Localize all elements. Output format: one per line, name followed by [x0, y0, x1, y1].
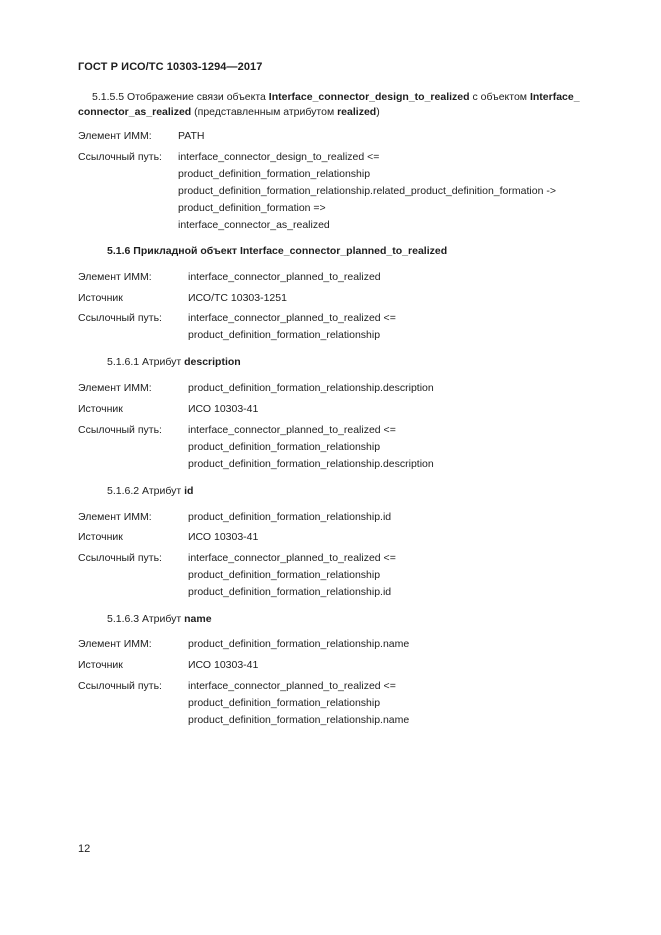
ref-label: Ссылочный путь:	[78, 151, 162, 163]
ref-line: interface_connector_design_to_realized <=	[178, 151, 380, 163]
ref-line: product_definition_formation_relationship	[188, 697, 381, 709]
attribute-heading	[107, 356, 241, 368]
element-value: product_definition_formation_relationship.description	[188, 382, 434, 394]
element-label: Элемент ИММ:	[78, 382, 152, 394]
intro-object-2: Interface_ connector_as_realized	[78, 91, 580, 118]
attribute-prefix: Атрибут	[142, 485, 182, 497]
element-label: Элемент ИММ:	[78, 130, 152, 142]
ref-line: product_definition_formation_relationship	[188, 569, 381, 581]
attribute-heading	[107, 613, 212, 625]
attribute-heading	[107, 485, 193, 497]
ref-line: product_definition_formation_relationship.id	[188, 586, 392, 598]
ref-label: Ссылочный путь:	[78, 680, 162, 692]
intro-text-3: (представленным атрибутом	[194, 106, 335, 118]
ref-line: product_definition_formation_relationship	[188, 441, 381, 453]
ref-line: interface_connector_planned_to_realized <=	[188, 424, 396, 436]
ref-line: interface_connector_as_realized	[178, 219, 330, 231]
attribute-number: 5.1.6.1	[107, 356, 140, 368]
attribute-prefix: Атрибут	[142, 356, 182, 368]
element-value: PATH	[178, 130, 205, 142]
ref-label: Ссылочный путь:	[78, 552, 162, 564]
ref-line: product_definition_formation_relationship	[188, 329, 381, 341]
ref-line: product_definition_formation_relationship.related_product_definition_formation ->	[178, 185, 556, 197]
ref-line: interface_connector_planned_to_realized <=	[188, 312, 396, 324]
ref-line: product_definition_formation_relationship	[178, 168, 371, 180]
intro-attribute: realized	[337, 106, 377, 118]
intro-text-4: )	[376, 106, 380, 118]
ref-label: Ссылочный путь:	[78, 424, 162, 436]
section-title-prefix: Прикладной объект	[133, 245, 238, 257]
ref-line: interface_connector_planned_to_realized <=	[188, 680, 396, 692]
attribute-name: id	[184, 485, 194, 497]
section-title-object: Interface_connector_planned_to_realized	[239, 245, 448, 257]
section-heading	[107, 245, 447, 257]
attribute-name: description	[184, 356, 241, 368]
intro-number: 5.1.5.5	[92, 91, 125, 103]
element-value: interface_connector_planned_to_realized	[188, 271, 381, 283]
source-value: ИСО 10303-41	[188, 531, 259, 543]
attribute-prefix: Атрибут	[142, 613, 182, 625]
intro-text-1: Отображение связи объекта	[127, 91, 266, 103]
ref-line: product_definition_formation =>	[178, 202, 326, 214]
source-value: ИСО/ТС 10303-1251	[188, 292, 287, 304]
document-header: ГОСТ Р ИСО/ТС 10303-1294—2017	[78, 61, 263, 73]
attribute-name: name	[184, 613, 212, 625]
element-value: product_definition_formation_relationship.name	[188, 638, 410, 650]
attribute-number: 5.1.6.3	[107, 613, 140, 625]
source-value: ИСО 10303-41	[188, 659, 259, 671]
ref-line: interface_connector_planned_to_realized <=	[188, 552, 396, 564]
source-label: Источник	[78, 531, 123, 543]
ref-line: product_definition_formation_relationship.name	[188, 714, 410, 726]
source-label: Источник	[78, 659, 123, 671]
element-label: Элемент ИММ:	[78, 271, 152, 283]
element-label: Элемент ИММ:	[78, 638, 152, 650]
intro-text-2: с объектом	[472, 91, 528, 103]
element-label: Элемент ИММ:	[78, 511, 152, 523]
intro-paragraph	[78, 90, 618, 120]
ref-line: product_definition_formation_relationship.description	[188, 458, 434, 470]
source-value: ИСО 10303-41	[188, 403, 259, 415]
ref-label: Ссылочный путь:	[78, 312, 162, 324]
intro-object-1: Interface_connector_design_to_realized	[268, 91, 470, 103]
element-value: product_definition_formation_relationship.id	[188, 511, 392, 523]
section-number: 5.1.6	[107, 245, 131, 257]
source-label: Источник	[78, 292, 123, 304]
source-label: Источник	[78, 403, 123, 415]
page-number: 12	[78, 843, 91, 855]
attribute-number: 5.1.6.2	[107, 485, 140, 497]
